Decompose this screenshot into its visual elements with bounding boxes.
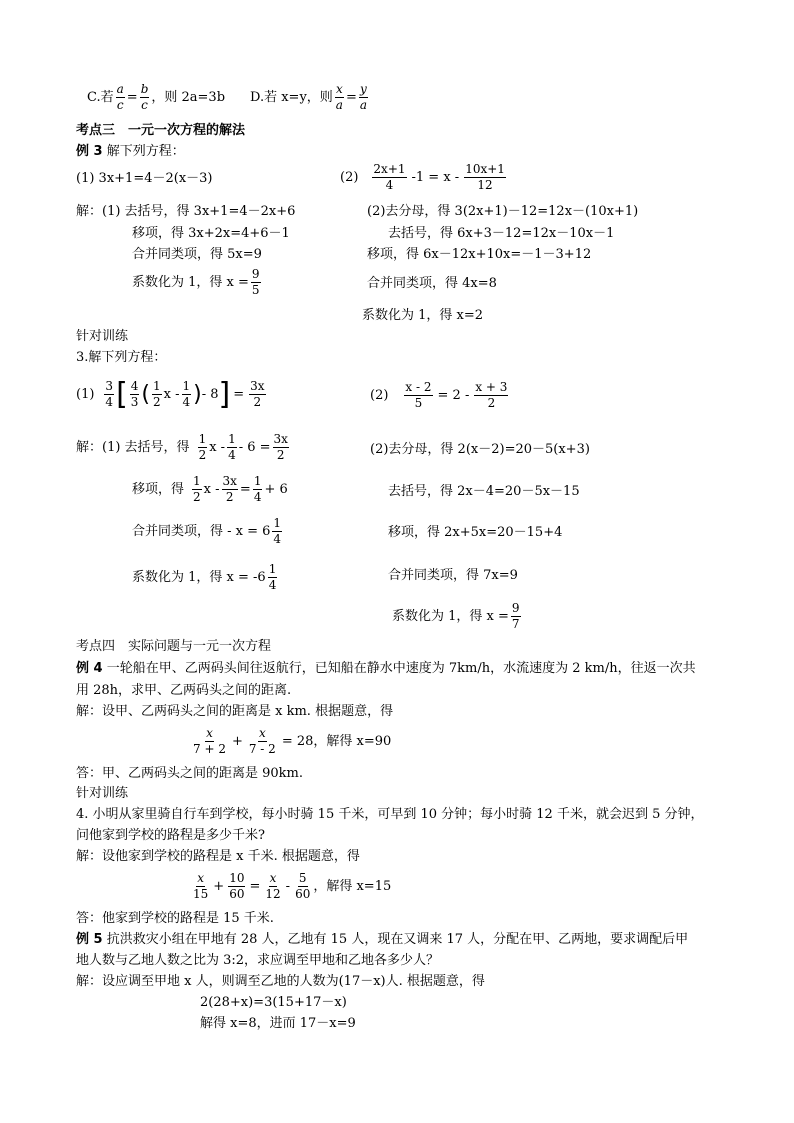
solution-line: 移项，得 6x－12x+10x=－1－3+12 [367, 247, 592, 262]
solution-line: 移项，得 3x+2x=4+6－1 [132, 226, 290, 241]
fraction: $\frac{y}{a}$ [359, 82, 368, 113]
solution-line: 系数化为 1，得 x = $\frac{9}{7}$ [392, 601, 520, 632]
solution-line: 系数化为 1，得 x = $\frac{9}{5}$ [132, 267, 260, 298]
training-problem-1: (1) $\frac{3}{4}$ [ $\frac{4}{3}$ ( $\frac{1}{2}$ x - $\frac{1}{4}$ ) - 8 ] = $\frac{3x}{2}$ [76, 377, 265, 413]
training-label: 针对训练 [76, 786, 129, 801]
question-4-line-1: 4. 小明从家里骑自行车到学校，每小时骑 15 千米，可早到 10 分钟；每小时骑 12 千米，就会迟到 5 分钟， [76, 807, 704, 822]
option-d: D.若 x=y，则 $\frac{x}{a}$ = $\frac{y}{a}$ [250, 82, 368, 113]
solution-line: 解：设甲、乙两码头之间的距离是 x km. 根据题意，得 [76, 704, 394, 719]
solution-line: 解：设应调至甲地 x 人，则调至乙地的人数为(17－x)人. 根据题意，得 [76, 974, 485, 989]
solution-line: 解：(1) 去括号，得 $\frac{1}{2}$ x - $\frac{1}{4}$ - 6 = $\frac{3x}{2}$ [76, 432, 288, 463]
training-title: 3.解下列方程： [76, 350, 167, 365]
training-problem-2: (2) $\frac{x - 2}{5}$ = 2 - $\frac{x + 3}{2}$ [370, 380, 508, 411]
section-title: 考点四 实际问题与一元一次方程 [76, 639, 272, 654]
solution-line: (2)去分母，得 2(x－2)=20－5(x+3) [370, 442, 590, 457]
answer-line: 答：他家到学校的路程是 15 千米. [76, 911, 274, 926]
solution-line: 移项，得 2x+5x=20－15+4 [388, 525, 563, 540]
solution-line: 解：(1) 去括号，得 3x+1=4－2x+6 [76, 204, 296, 219]
fraction: $\frac{a}{c}$ [116, 82, 124, 113]
solution-line: 合并同类项，得 5x=9 [132, 247, 262, 262]
solution-line: 合并同类项，得 4x=8 [367, 276, 497, 291]
solution-line: 去括号，得 2x－4=20－5x－15 [388, 484, 580, 499]
fraction: $\frac{b}{c}$ [140, 82, 149, 113]
question-4-line-2: 问他家到学校的路程是多少千米? [76, 828, 265, 843]
solution-line: 解：设他家到学校的路程是 x 千米. 根据题意，得 [76, 849, 360, 864]
fraction: $\frac{x}{a}$ [335, 82, 343, 113]
equation: $\frac{x}{15}$ + $\frac{10}{60}$ = $\frac{x}{12}$ - $\frac{5}{60}$ ，解得 x=15 [193, 871, 392, 902]
solution-line: 去括号，得 6x+3－12=12x－10x－1 [388, 226, 615, 241]
solution-line: 合并同类项，得 7x=9 [388, 568, 518, 583]
example-5-line-1: 例 5 抗洪救灾小组在甲地有 28 人，乙地有 15 人，现在又调来 17 人，分配在甲、乙两地，要求调配后甲 [76, 932, 689, 947]
example-4-line-1: 例 4 一轮船在甲、乙两码头间往返航行，已知船在静水中速度为 7km/h，水流速度为 2 km/h，往返一次共 [76, 661, 696, 676]
equation: $\frac{x}{7 + 2}$ + $\frac{x}{7 - 2}$ = 28，解得 x=90 [193, 726, 392, 757]
solution-line: 移项，得 $\frac{1}{2}$ x - $\frac{3x}{2}$ = $\frac{1}{4}$ + 6 [132, 474, 288, 505]
solution-line: 合并同类项，得 - x = 6 $\frac{1}{4}$ [132, 516, 282, 547]
problem-2: (2) $\frac{2x+1}{4}$ -1 = x - $\frac{10x+1}{12}$ [340, 162, 505, 193]
solution-line: 系数化为 1，得 x = -6 $\frac{1}{4}$ [132, 562, 277, 593]
option-c: C.若 $\frac{a}{c}$ = $\frac{b}{c}$ ，则 2a=3b [87, 82, 226, 113]
equation: 2(28+x)=3(15+17－x) [200, 995, 347, 1010]
example-5-line-2: 地人数与乙地人数之比为 3:2，求应调至甲地和乙地各多少人？ [76, 953, 440, 968]
example-3-heading: 例 3 解下列方程： [76, 144, 185, 159]
training-label: 针对训练 [76, 329, 129, 344]
example-4-line-2: 用 28h，求甲、乙两码头之间的距离. [76, 683, 292, 698]
solution-line: (2)去分母，得 3(2x+1)－12=12x－(10x+1) [367, 204, 639, 219]
problem-1: (1) 3x+1=4－2(x－3) [76, 171, 213, 186]
section-title: 考点三 一元一次方程的解法 [76, 123, 246, 138]
answer-line: 答：甲、乙两码头之间的距离是 90km. [76, 766, 304, 781]
solution-line: 系数化为 1，得 x=2 [362, 308, 484, 323]
solution-line: 解得 x=8，进而 17－x=9 [200, 1016, 356, 1031]
